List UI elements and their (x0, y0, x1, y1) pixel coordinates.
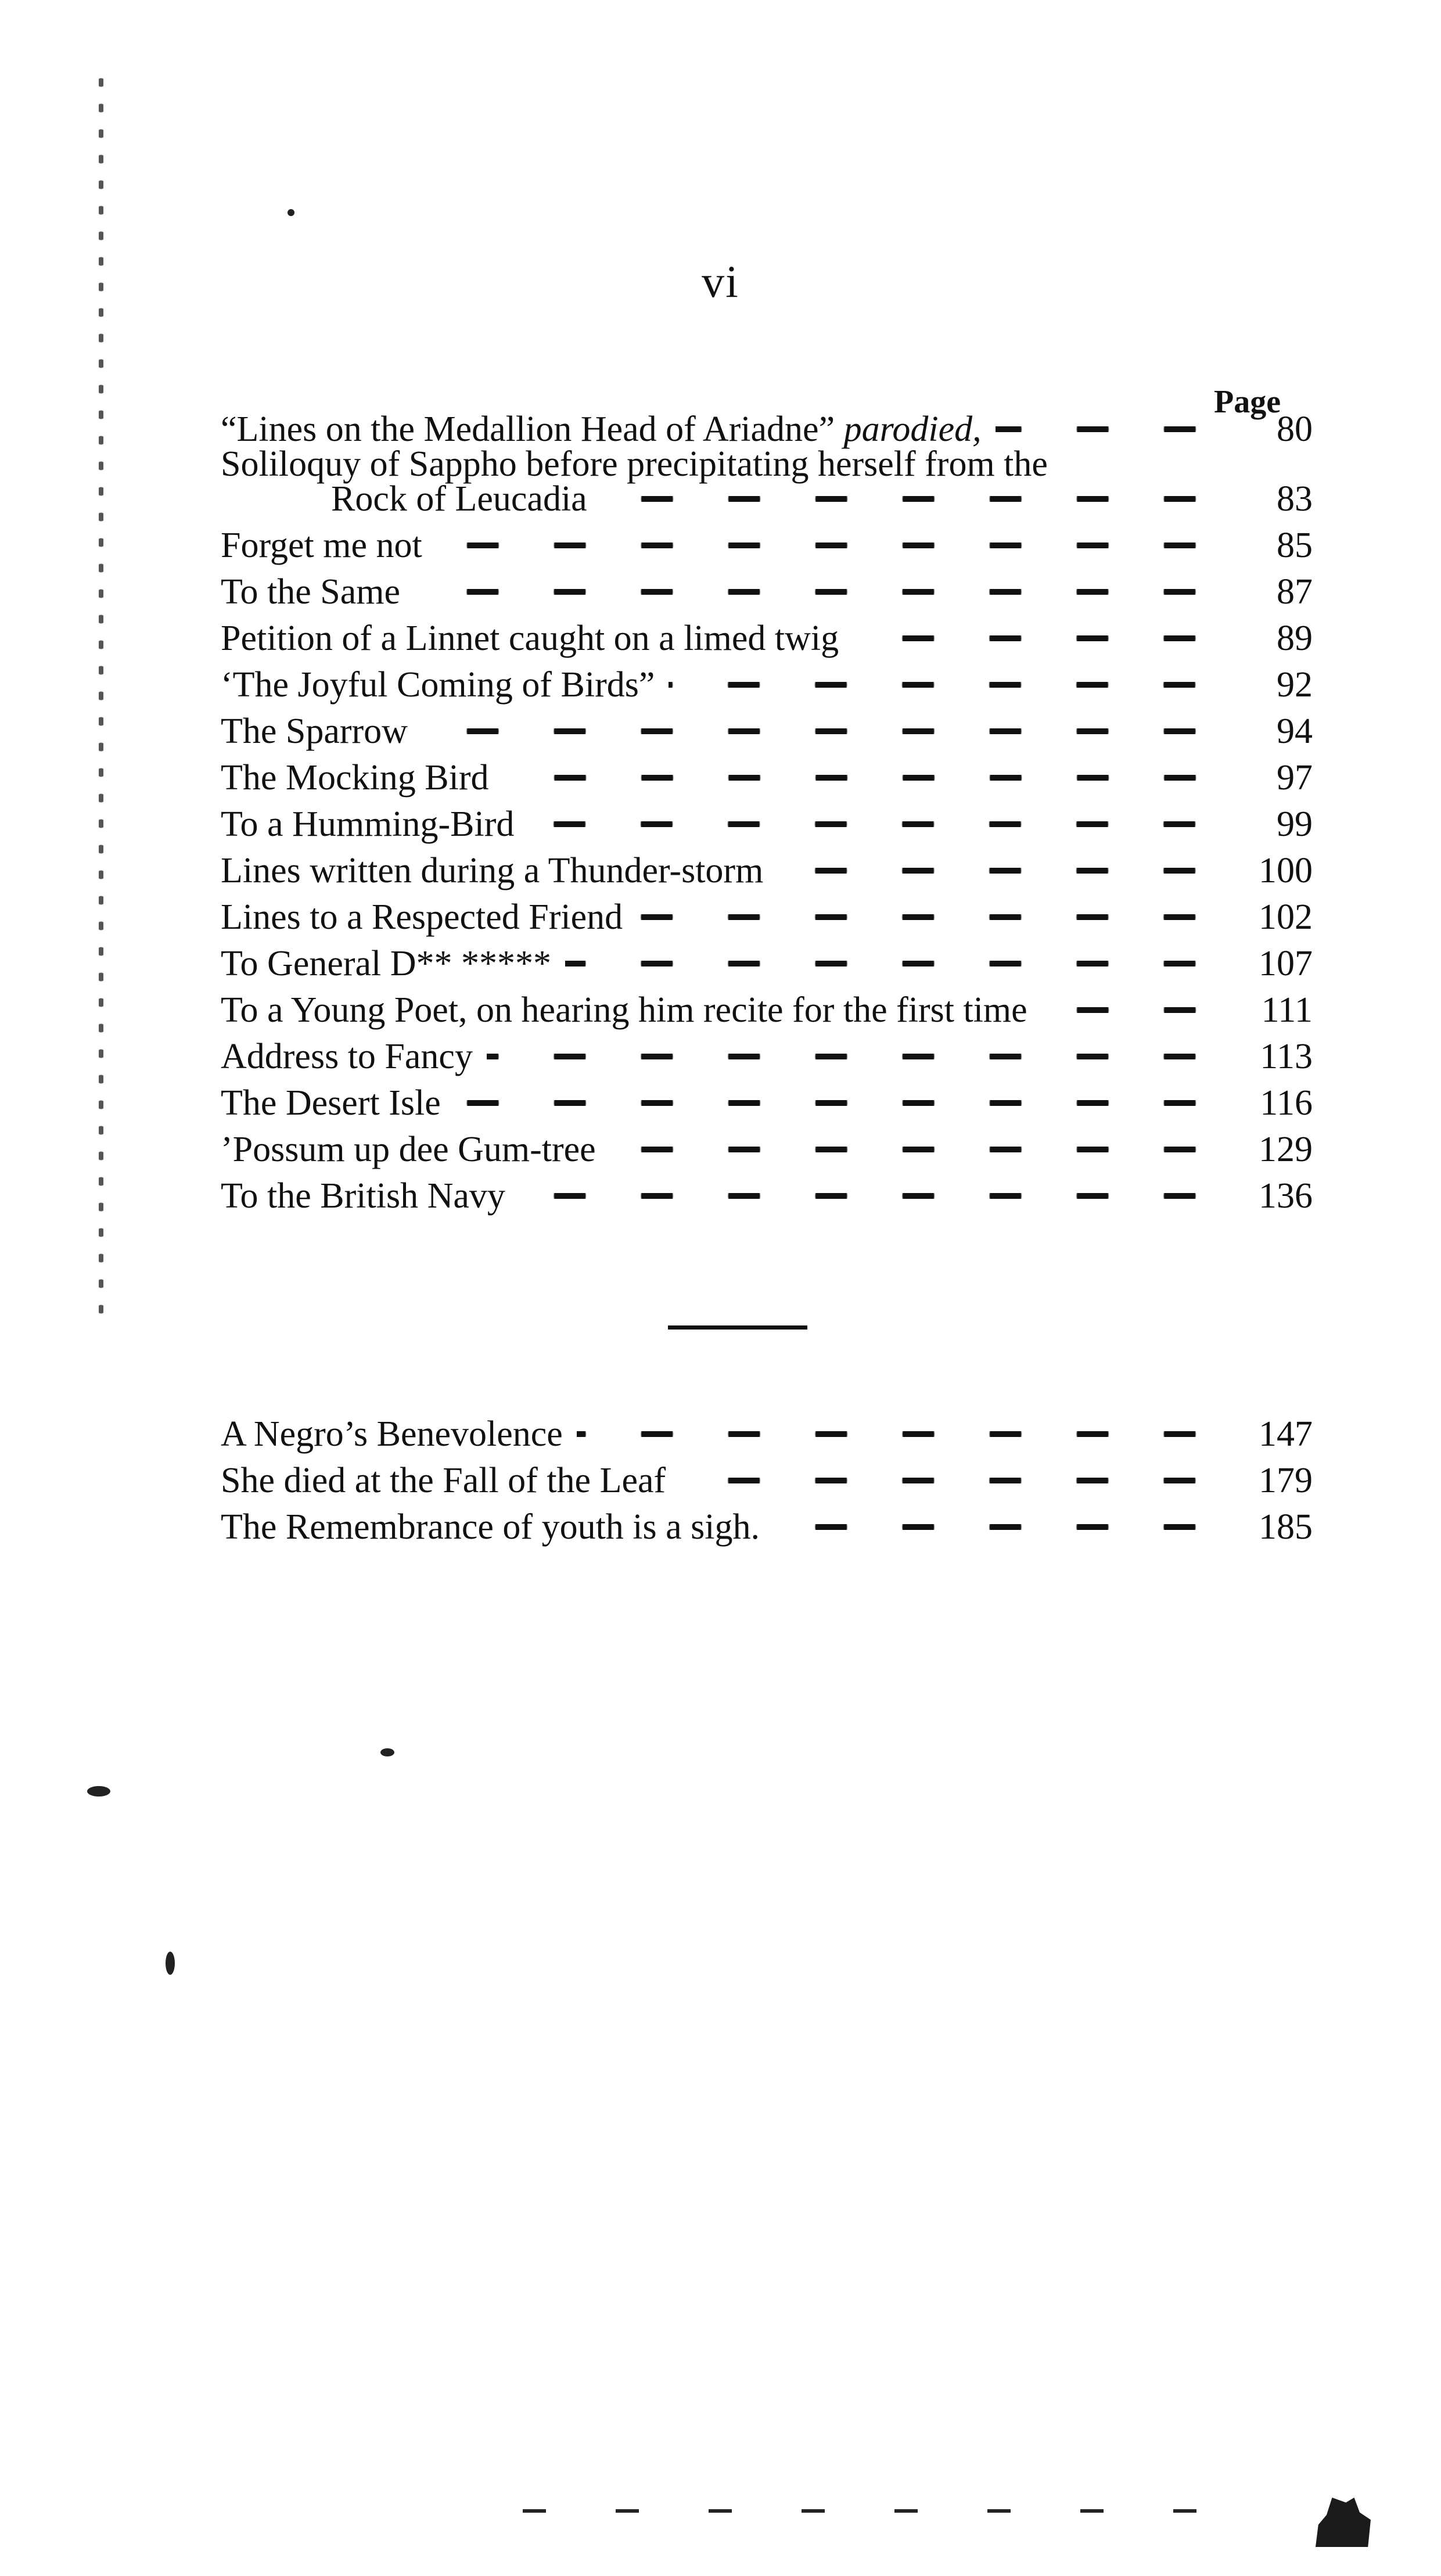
toc-entry (221, 662, 1313, 707)
toc-entry-title: Soliloquy of Sappho before precipitating herself from the (221, 444, 1048, 484)
toc-entry-page: 100 (1259, 851, 1313, 890)
toc-entry-page: 129 (1259, 1130, 1313, 1169)
toc-entry (221, 1034, 1313, 1079)
toc-entry-page: 147 (1259, 1414, 1313, 1454)
toc-entry-title: To a Young Poet, on hearing him recite for the first time (221, 990, 1027, 1030)
toc-entry (221, 941, 1313, 986)
toc-entry (221, 616, 1313, 661)
toc-entry-title: The Remembrance of youth is a sigh. (221, 1507, 760, 1547)
leader-dots (528, 821, 1223, 827)
leader-dots (1041, 1007, 1223, 1013)
toc-entry-title: ‘The Joyful Coming of Birds” (221, 665, 655, 705)
leader-dots (487, 1054, 1223, 1059)
toc-entry-page: 113 (1260, 1037, 1313, 1076)
toc-entry-title: Lines written during a Thunder-storm (221, 851, 764, 890)
toc-entry-title: Address to Fancy (221, 1037, 473, 1076)
toc-entry (221, 894, 1313, 940)
toc-entry-page: 99 (1277, 804, 1313, 844)
toc-entry (221, 1411, 1313, 1457)
leader-dots (680, 1478, 1223, 1483)
section-divider-rule (668, 1325, 807, 1330)
page-column-label: Page (1214, 384, 1281, 420)
ink-speck (87, 1786, 110, 1797)
toc-entry (221, 1127, 1313, 1172)
toc-entry (221, 476, 1313, 522)
page-number: vi (702, 256, 739, 307)
toc-entry-title: A Negro’s Benevolence (221, 1414, 563, 1454)
toc-entry-title: ’Possum up dee Gum-tree (221, 1130, 596, 1169)
toc-entry (221, 802, 1313, 847)
toc-entry-title: To the Same (221, 572, 401, 612)
toc-entry-page: 107 (1259, 944, 1313, 983)
toc-entry-page: 80 (1277, 409, 1313, 449)
leader-dots (422, 728, 1223, 734)
leader-dots (669, 682, 1223, 688)
toc-entry-title: Forget me not (221, 526, 422, 565)
toc-entry-page: 116 (1260, 1083, 1313, 1123)
leader-dots (601, 496, 1223, 502)
toc-entry-title: To General D** ***** (221, 944, 552, 983)
toc-entry-title: The Desert Isle (221, 1083, 441, 1123)
leader-dots (610, 1147, 1223, 1152)
ink-speck (288, 209, 294, 216)
leader-dots (774, 1524, 1223, 1530)
toc-entry-page: 83 (1277, 479, 1313, 519)
toc-entry-title: Rock of Leucadia (331, 479, 587, 519)
toc-entry-page: 102 (1259, 897, 1313, 937)
toc-entry-title: To a Humming-Bird (221, 804, 515, 844)
toc-entry-title-italic: parodied, (843, 409, 982, 449)
toc-entry-page: 136 (1259, 1176, 1313, 1216)
toc-entry-page: 89 (1277, 619, 1313, 658)
toc-entry-page: 97 (1277, 758, 1313, 797)
ink-blot (1316, 2498, 1371, 2547)
toc-entry (221, 523, 1313, 568)
ink-speck (380, 1748, 394, 1756)
toc-entry (221, 1504, 1313, 1550)
leader-dots (503, 775, 1224, 781)
leader-dots (996, 426, 1223, 432)
toc-entry-title: Petition of a Linnet caught on a limed twig (221, 619, 839, 658)
leader-dots (436, 542, 1223, 548)
toc-entry-title: Lines to a Respected Friend (221, 897, 623, 937)
toc-entry (221, 709, 1313, 754)
toc-entry-title: The Sparrow (221, 712, 408, 751)
toc-entry-page: 85 (1277, 526, 1313, 565)
leader-dots (455, 1100, 1223, 1106)
leader-dots (853, 635, 1223, 641)
toc-entry-page: 179 (1259, 1461, 1313, 1500)
toc-entry (221, 1458, 1313, 1503)
toc-entry-page: 92 (1277, 665, 1313, 705)
toc-entry (221, 987, 1313, 1033)
toc-entry-title: The Mocking Bird (221, 758, 489, 797)
toc-entry-title: To the British Navy (221, 1176, 505, 1216)
toc-entry (221, 848, 1313, 893)
toc-entry (221, 569, 1313, 615)
leader-dots (519, 1193, 1223, 1199)
toc-entry-page: 185 (1259, 1507, 1313, 1547)
leader-dots (577, 1431, 1223, 1437)
leader-dots (565, 961, 1223, 967)
toc-entry-page: 111 (1261, 990, 1313, 1030)
leader-dots (637, 914, 1223, 920)
toc-entry-title: She died at the Fall of the Leaf (221, 1461, 666, 1500)
leader-dots (777, 868, 1223, 874)
toc-entry-page: 87 (1277, 572, 1313, 612)
toc-entry (221, 1080, 1313, 1126)
toc-entry (221, 1173, 1313, 1219)
ink-speck (166, 1952, 175, 1975)
leader-dots (414, 589, 1223, 595)
toc-entry-title: “Lines on the Medallion Head of Ariadne” parodied, (221, 409, 982, 449)
toc-entry-page: 94 (1277, 712, 1313, 751)
toc-entry (221, 755, 1313, 800)
bottom-dash-marks (523, 2509, 1220, 2513)
